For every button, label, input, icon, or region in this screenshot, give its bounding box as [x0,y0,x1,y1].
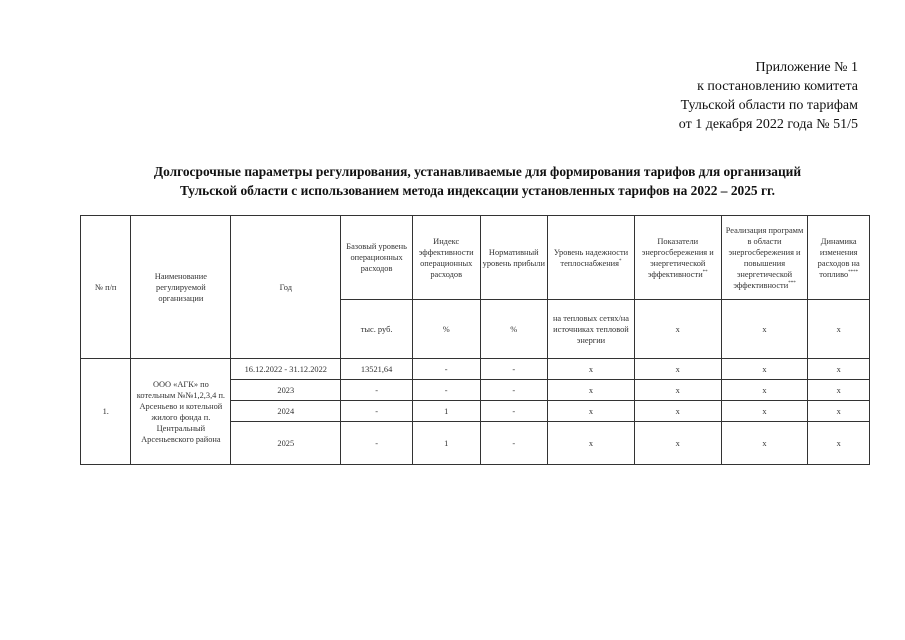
cell-reliability: х [548,359,635,380]
parameters-table [80,215,870,465]
cell-energy: х [634,422,721,465]
appendix-line-3: Тульской области по тарифам [680,98,858,113]
cell-reliability: х [548,380,635,401]
cell-energy: х [634,359,721,380]
cell-year: 2023 [231,380,341,401]
cell-index: - [412,359,480,380]
cell-profit: - [480,380,548,401]
cell-fuel: х [808,401,870,422]
cell-index: 1 [412,422,480,465]
cell-year: 16.12.2022 - 31.12.2022 [231,359,341,380]
document-title-line-1: Долгосрочные параметры регулирования, устанавливаемые для формирования тарифов для организаций [153,164,802,179]
header-org: Наименование регулируемой организации [131,216,231,359]
header-index: Индекс эффективности операционных расходов [412,216,480,300]
cell-index: 1 [412,401,480,422]
cell-programs: х [721,422,808,465]
cell-programs: х [721,359,808,380]
header-year: Год [231,216,341,359]
header-base: Базовый уровень операционных расходов [341,216,413,300]
cell-year: 2025 [231,422,341,465]
appendix-line-4: от 1 декабря 2022 года № 51/5 [678,117,858,132]
appendix-line-2: к постановлению комитета [697,79,858,94]
cell-reliability: х [548,401,635,422]
cell-base: - [341,380,413,401]
document-title-line-2: Тульской области с использованием метода индексации установленных тарифов на 2022 – 2025 гг. [180,183,775,198]
row-org: ООО «АГК» по котельным №№1,2,3,4 п. Арсеньево и котельной жилого фонда п. Центральный Арсеньевского района [131,359,231,465]
cell-reliability: х [548,422,635,465]
appendix-block [679,58,858,134]
cell-programs: х [721,380,808,401]
row-num: 1. [81,359,131,465]
document-title [60,162,895,200]
unit-energy: х [634,300,721,359]
unit-programs: х [721,300,808,359]
header-row [81,216,870,300]
cell-year: 2024 [231,401,341,422]
cell-fuel: х [808,380,870,401]
cell-fuel: х [808,422,870,465]
unit-profit: % [480,300,548,359]
header-reliability: Уровень надежности теплоснабжения* [548,216,635,300]
cell-energy: х [634,401,721,422]
cell-base: - [341,401,413,422]
header-energy: Показатели энергосбережения и энергетической эффективности** [634,216,721,300]
header-num: № п/п [81,216,131,359]
unit-fuel: х [808,300,870,359]
cell-base: 13521,64 [341,359,413,380]
appendix-line-1: Приложение № 1 [755,60,858,75]
header-profit: Нормативный уровень прибыли [480,216,548,300]
cell-energy: х [634,380,721,401]
cell-programs: х [721,401,808,422]
unit-reliability: на тепловых сетях/на источниках тепловой энергии [548,300,635,359]
table-row [81,359,870,380]
cell-fuel: х [808,359,870,380]
unit-index: % [412,300,480,359]
cell-profit: - [480,359,548,380]
unit-base: тыс. руб. [341,300,413,359]
cell-profit: - [480,422,548,465]
cell-base: - [341,422,413,465]
header-programs: Реализация программ в области энергосбережения и повышения энергетической эффективности*** [721,216,808,300]
cell-index: - [412,380,480,401]
header-fuel: Динамика изменения расходов на топливо**** [808,216,870,300]
cell-profit: - [480,401,548,422]
